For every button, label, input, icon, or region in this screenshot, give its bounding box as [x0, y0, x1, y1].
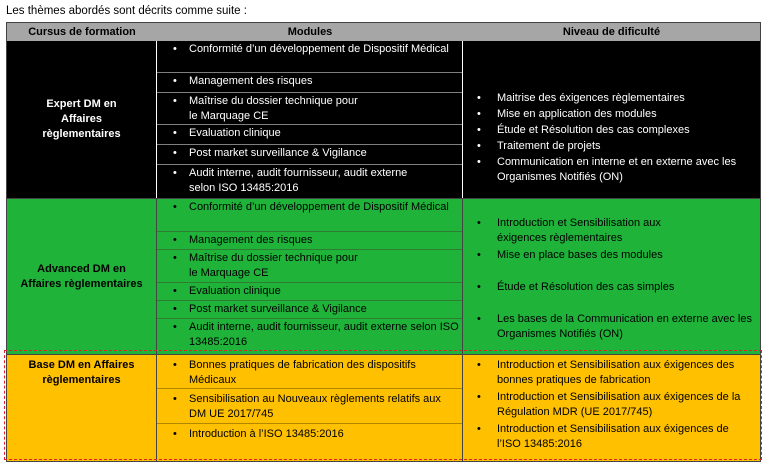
base-modules — [157, 355, 463, 461]
advanced-title: Advanced DM en Affaires règlementaires — [7, 199, 157, 354]
list-item: • Management des risques — [157, 232, 462, 250]
base-levels: • Introduction et Sensibilisation aux éxigences des bonnes pratiques de fabrication • Introduction et Sensibilisation aux éxigences de la Régulation MDR (UE 2017/745) • Introduction et Sensibilisation aux éxigences de l’ISO 13485:2016 — [477, 359, 741, 450]
list-item: • Post market surveillance & Vigilance — [157, 145, 462, 165]
section-base — [7, 355, 760, 461]
expert-levels: • Maitrise des éxigences règlementaires • Mise en application des modules • Étude et Résolution des cas complexes • Traitement de projets • Communication en interne et en externe avec les Organismes Notifiés (ON) — [477, 92, 737, 183]
section-advanced — [7, 199, 760, 354]
list-item: • Conformité d’un développement de Dispositif Médical — [157, 199, 462, 232]
list-item: • Evaluation clinique — [157, 283, 462, 301]
advanced-levels: • Introduction et Sensibilisation aux éxigences règlementaires • Mise en place bases des modules • Étude et Résolution des cas simples • Les bases de la Communication en externe avec les Organismes Notifiés (ON) — [477, 217, 752, 340]
list-item: • Maîtrise du dossier technique pour le Marquage CE — [157, 93, 462, 125]
list-item: • Introduction à l’ISO 13485:2016 — [173, 428, 344, 440]
list-item: • Audit interne, audit fournisseur, audit externe selon ISO 13485:2016 — [173, 167, 408, 194]
base-title: Base DM en Affaires règlementaires — [7, 355, 157, 461]
intro-text: Les thèmes abordés sont décrits comme suite : — [6, 5, 247, 17]
training-table — [6, 22, 761, 462]
header-modules: Modules — [287, 26, 333, 38]
list-item: • Management des risques — [157, 73, 462, 93]
expert-modules — [157, 41, 463, 198]
list-item: • Sensibilisation au Nouveaux règlements relatifs aux DM UE 2017/745 — [157, 389, 462, 424]
header-level: Niveau de dificulté — [562, 26, 661, 38]
list-item: • Evaluation clinique — [157, 125, 462, 145]
section-expert — [7, 41, 760, 198]
list-item: • Maîtrise du dossier technique pour le Marquage CE — [157, 250, 462, 283]
expert-title: Expert DM en Affaires règlementaires — [7, 41, 157, 198]
advanced-modules — [157, 199, 463, 354]
list-item: • Bonnes pratiques de fabrication des dispositifs Médicaux — [157, 355, 462, 389]
list-item: • Post market surveillance & Vigilance — [157, 301, 462, 319]
list-item: • Audit interne, audit fournisseur, audit externe selon ISO 13485:2016 — [173, 321, 459, 348]
header-cursus: Cursus de formation — [28, 26, 136, 38]
table-header — [7, 23, 760, 41]
list-item: • Conformité d’un développement de Dispositif Médical — [157, 41, 462, 73]
